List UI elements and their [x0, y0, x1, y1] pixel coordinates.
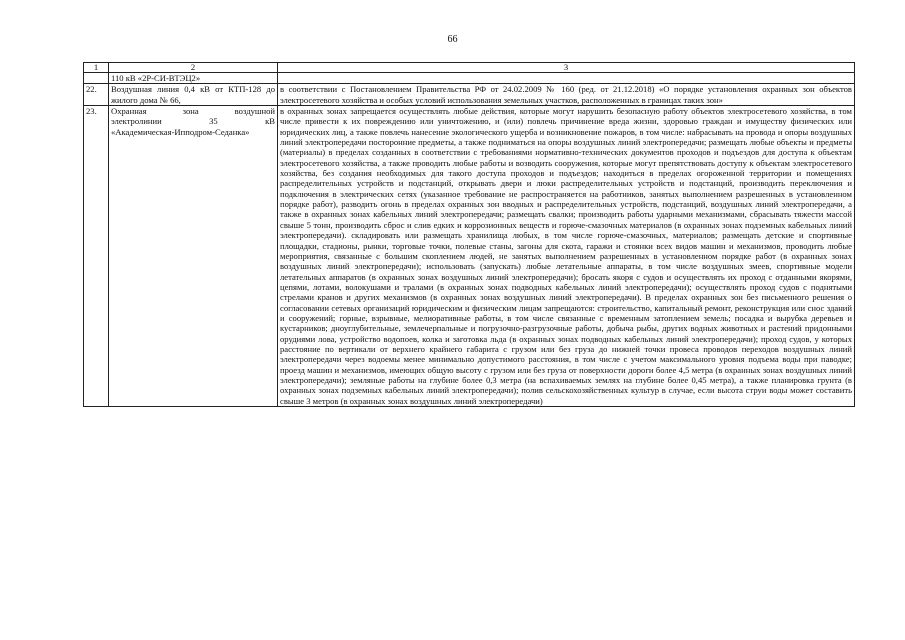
column-header-1: 1 [84, 63, 109, 73]
object-name-cell: 110 кВ «2Р-СИ-ВТЭЦ2» [109, 73, 278, 84]
restriction-text-cell: в соответствии с Постановлением Правительства РФ от 24.02.2009 № 160 (ред. от 21.12.2018) «О порядке установления охранных зон объектов электросетевого хозяйства и особых условий использования земельных участков, расположенных в границах таких зон» [278, 84, 855, 106]
row-number-cell [84, 73, 109, 84]
row-number-cell: 22. [84, 84, 109, 106]
object-name-cell: Воздушная линия 0,4 кВ от КТП-128 до жилого дома № 66, [109, 84, 278, 106]
column-header-3: 3 [278, 63, 855, 73]
object-name-line-2: электролинии 35 кВ [111, 116, 275, 127]
restriction-text-cell [278, 73, 855, 84]
restriction-text-cell: в охранных зонах запрещается осуществлять любые действия, которые могут нарушить безопасную работу объектов электросетевого хозяйства, в том числе привести к их повреждению или уничтожению, и (или) повлечь причинение вреда жизни, здоровью граждан и имуществу физических или юридических лиц, а также повлечь нанесение экологического ущерба и возникновение пожаров, в том числе: набрасывать на провода и опоры воздушных линий электропередачи посторонние предметы, а также подниматься на опоры воздушных линий электропередачи; размещать любые объекты и предметы (материалы) в пределах созданных в соответствии с требованиями нормативно-технических документов проходов и подъездов для доступа к объектам электросетевого хозяйства, а также проводить любые работы и возводить сооружения, которые могут препятствовать доступу к объектам электросетевого хозяйства, без создания необходимых для такого доступа проходов и подъездов; находиться в пределах огороженной территории и помещениях распределительных устройств и подстанций, открывать двери и люки распределительных устройств и подстанций, производить переключения и подключения в электрических сетях (указанное требование не распространяется на работников, занятых выполнением разрешенных в установленном порядке работ), разводить огонь в пределах охранных зон вводных и распределительных устройств, подстанций, воздушных линий электропередачи, а также в охранных зонах кабельных линий электропередачи; размещать свалки; производить работы ударными механизмами, сбрасывать тяжести массой свыше 5 тонн, производить сброс и слив едких и коррозионных веществ и горюче-смазочных материалов (в охранных зонах подземных кабельных линий электропередачи). складировать или размещать хранилища любых, в том числе горюче-смазочных, материалов; размещать детские и спортивные площадки, стадионы, рынки, торговые точки, полевые станы, загоны для скота, гаражи и стоянки всех видов машин и механизмов, проводить любые мероприятия, связанные с большим скоплением людей, не занятых выполнением разрешенных в установленном порядке работ (в охранных зонах воздушных линий электропередачи); использовать (запускать) любые летательные аппараты, в том числе воздушных змеев, спортивные модели летательных аппаратов (в охранных зонах воздушных линий электропередачи); бросать якоря с судов и осуществлять их проход с отданными якорями, цепями, лотами, волокушами и тралами (в охранных зонах подводных кабельных линий электропередачи); осуществлять проход судов с поднятыми стрелами кранов и других механизмов (в охранных зонах воздушных линий электропередачи). В пределах охранных зон без письменного решения о согласовании сетевых организаций юридическим и физическим лицам запрещаются: строительство, капитальный ремонт, реконструкция или снос зданий и сооружений; горные, взрывные, мелиоративные работы, в том числе связанные с временным затоплением земель; посадка и вырубка деревьев и кустарников; дноуглубительные, землечерпальные и погрузочно-разгрузочные работы, добыча рыбы, других водных животных и растений придонными орудиями лова, устройство водопоев, колка и заготовка льда (в охранных зонах подводных кабельных линий электропередачи); проход судов, у которых расстояние по вертикали от верхнего крайнего габарита с грузом или без груза до нижней точки провеса проводов переходов воздушных линий электропередачи через водоемы менее минимально допустимого расстояния, в том числе с учетом максимального уровня подъема воды при паводке; проезд машин и механизмов, имеющих общую высоту с грузом или без груза от поверхности дороги более 4,5 метра (в охранных зонах воздушных линий электропередачи); земляные работы на глубине более 0,3 метра (на вспахиваемых землях на глубине более 0,45 метра), а также планировка грунта (в охранных зонах подземных кабельных линий электропередачи); полив сельскохозяйственных культур в случае, если высота струи воды может составить свыше 3 метров (в охранных зонах воздушных линий электропередачи) [278, 106, 855, 407]
table-row [84, 84, 855, 106]
column-header-2: 2 [109, 63, 278, 73]
table-header-row [84, 63, 855, 73]
object-name-cell [109, 106, 278, 407]
object-name-line-1: Охранная зона воздушной [111, 106, 275, 117]
object-name-line-3: «Академическая-Ипподром-Седанка» [111, 126, 250, 137]
restrictions-table [83, 62, 855, 407]
table-row [84, 73, 855, 84]
page-number: 66 [447, 34, 458, 45]
table-row [84, 106, 855, 407]
row-number-cell: 23. [84, 106, 109, 407]
